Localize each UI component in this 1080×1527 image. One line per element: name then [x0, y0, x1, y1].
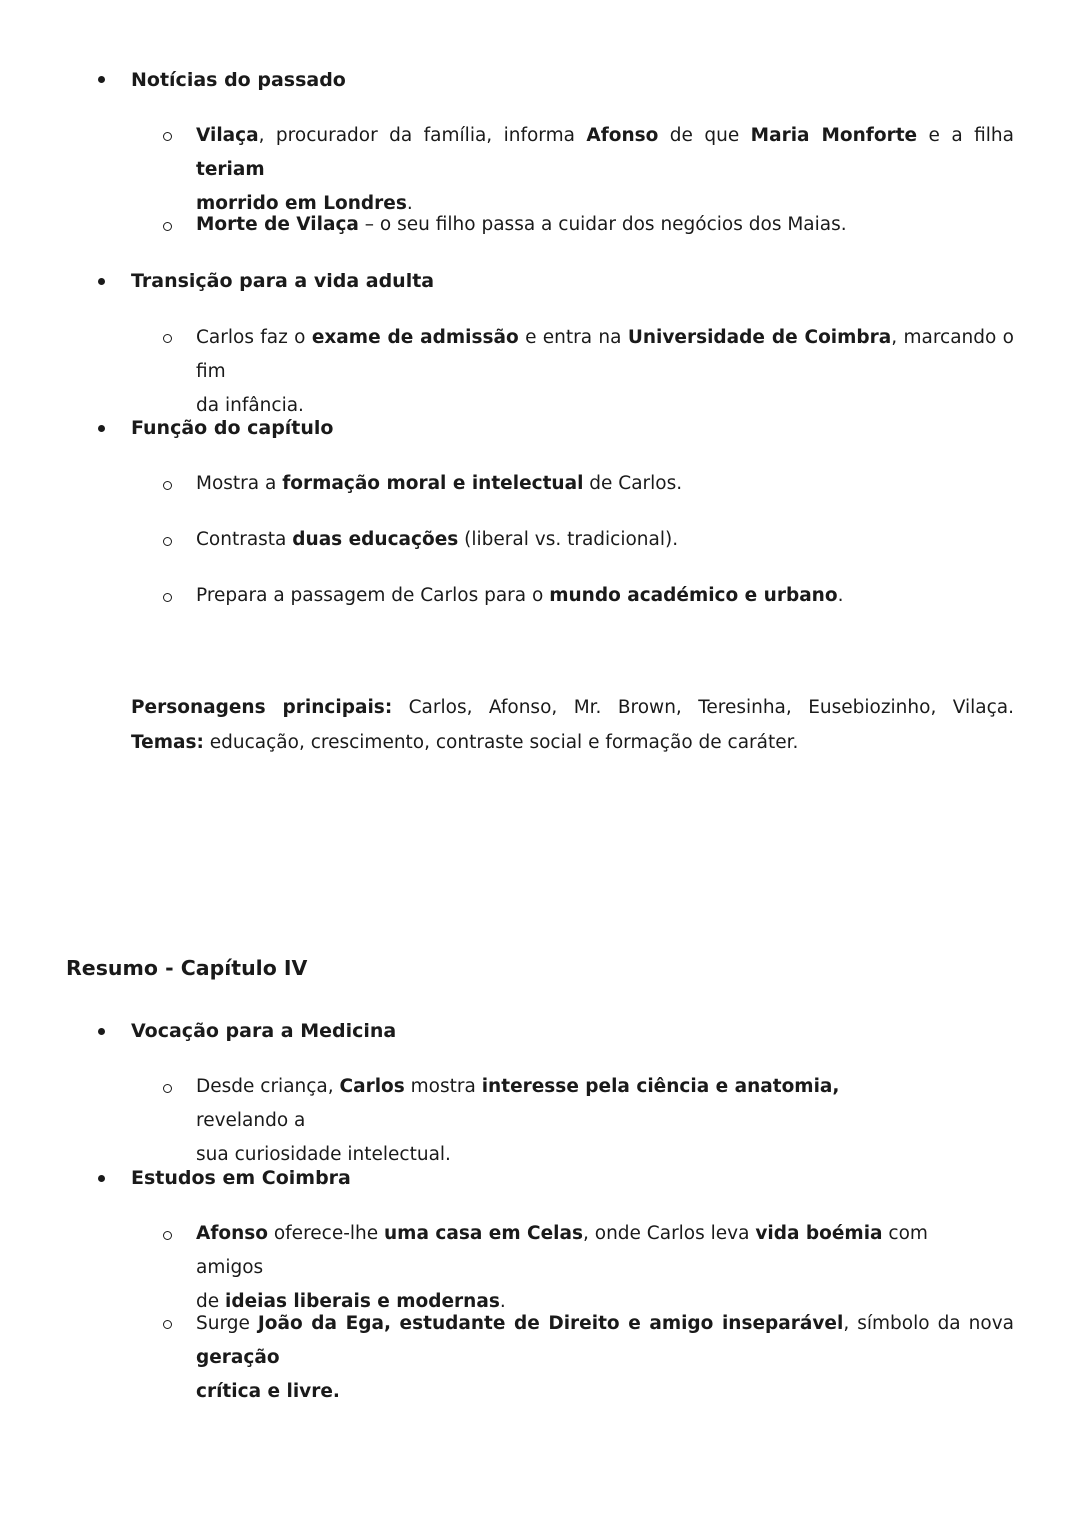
- bullet-icon: [97, 276, 107, 286]
- bullet-icon: [97, 74, 107, 84]
- characters-themes-paragraph: [131, 690, 1014, 760]
- item-title-transicao: Transição para a vida adulta: [131, 270, 435, 292]
- sub-bullet-icon: [163, 1320, 172, 1329]
- themes-line: Temas: educação, crescimento, contraste social e formação de caráter.: [131, 732, 799, 753]
- bullet-icon: [97, 1173, 107, 1183]
- sub-bullet-icon: [163, 593, 172, 602]
- sub-item-educacoes: Contrasta duas educações (liberal vs. tradicional).: [196, 529, 679, 550]
- sub-item-vilaca: Vilaça, procurador da família, informa Afonso de que Maria Monforte e a filha teriam morrido em Londres.: [196, 125, 1014, 214]
- sub-item-casa-celas: Afonso oferece-lhe uma casa em Celas, onde Carlos leva vida boémia com amigos de ideias liberais e modernas.: [196, 1223, 928, 1312]
- item-title-funcao: Função do capítulo: [131, 417, 334, 439]
- sub-bullet-icon: [163, 222, 172, 231]
- sub-item-joao-ega: Surge João da Ega, estudante de Direito e amigo inseparável, símbolo da nova geração crítica e livre.: [196, 1313, 1014, 1402]
- bullet-icon: [97, 1026, 107, 1036]
- item-title-noticias: Notícias do passado: [131, 69, 346, 91]
- sub-bullet-icon: [163, 1084, 172, 1093]
- bullet-icon: [97, 423, 107, 433]
- item-title-estudos: Estudos em Coimbra: [131, 1167, 351, 1189]
- sub-item-morte-vilaca: Morte de Vilaça – o seu filho passa a cuidar dos negócios dos Maias.: [196, 214, 847, 235]
- item-title-vocacao: Vocação para a Medicina: [131, 1020, 397, 1042]
- section-heading: Resumo - Capítulo IV: [66, 956, 308, 980]
- sub-item-desde-crianca: Desde criança, Carlos mostra interesse pela ciência e anatomia, revelando a sua curiosidade intelectual.: [196, 1076, 840, 1165]
- sub-bullet-icon: [163, 1231, 172, 1240]
- characters-line: Personagens principais: Carlos, Afonso, Mr. Brown, Teresinha, Eusebiozinho, Vilaça.: [131, 697, 1014, 718]
- sub-bullet-icon: [163, 132, 172, 141]
- sub-bullet-icon: [163, 334, 172, 343]
- sub-item-exame: Carlos faz o exame de admissão e entra na Universidade de Coimbra, marcando o fim da infância.: [196, 327, 1014, 416]
- sub-bullet-icon: [163, 481, 172, 490]
- sub-bullet-icon: [163, 537, 172, 546]
- sub-item-passagem: Prepara a passagem de Carlos para o mundo académico e urbano.: [196, 585, 844, 606]
- sub-item-formacao: Mostra a formação moral e intelectual de Carlos.: [196, 473, 683, 494]
